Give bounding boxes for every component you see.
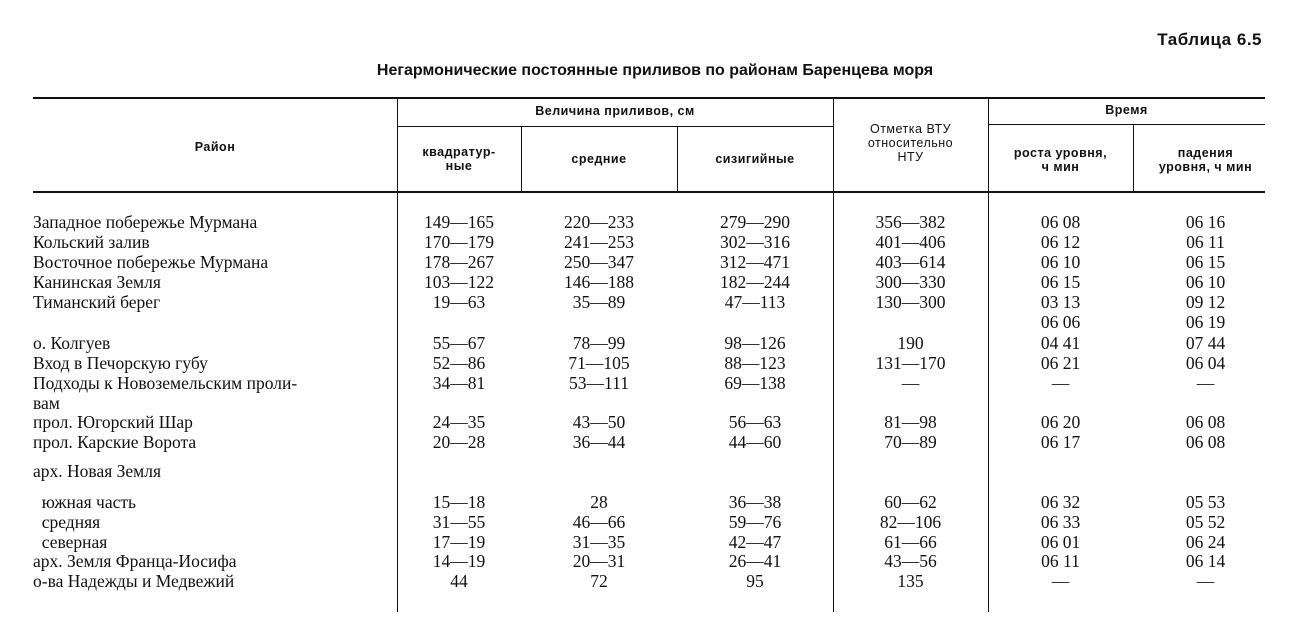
cell-rise: 06 15 bbox=[1040, 272, 1081, 292]
cell-mark: 82—106 bbox=[879, 512, 942, 532]
cell-region: прол. Карские Ворота bbox=[33, 432, 197, 452]
cell-quadrature: 149—165 bbox=[424, 212, 494, 232]
table-row bbox=[0, 353, 1310, 373]
cell-syzygy: 98—126 bbox=[724, 333, 786, 353]
cell-rise: 06 21 bbox=[1040, 353, 1081, 373]
cell-rise: — bbox=[1051, 373, 1070, 393]
cell-mean: 241—253 bbox=[564, 232, 634, 252]
table-row bbox=[0, 312, 1310, 332]
cell-fall: 06 15 bbox=[1185, 252, 1226, 272]
cell-rise: 06 33 bbox=[1040, 512, 1081, 532]
header-rise bbox=[988, 146, 1133, 174]
cell-region: арх. Новая Земля bbox=[33, 461, 162, 481]
cell-mean: 250—347 bbox=[564, 252, 634, 272]
cell-fall: 06 16 bbox=[1185, 212, 1226, 232]
cell-region: Тиманский берег bbox=[33, 292, 161, 312]
table-row bbox=[0, 232, 1310, 252]
cell-quadrature: 52—86 bbox=[432, 353, 486, 373]
cell-syzygy: 182—244 bbox=[720, 272, 790, 292]
cell-rise: 06 08 bbox=[1040, 212, 1081, 232]
cell-mark: 403—614 bbox=[875, 252, 946, 272]
cell-quadrature: 34—81 bbox=[432, 373, 486, 393]
table-row bbox=[0, 272, 1310, 292]
header-time-group: Время bbox=[1105, 103, 1148, 117]
cell-mark: 190 bbox=[897, 333, 924, 353]
cell-mark: — bbox=[901, 373, 920, 393]
cell-region: прол. Югорский Шар bbox=[33, 412, 193, 432]
cell-mean: 71—105 bbox=[568, 353, 630, 373]
header-tide-group: Величина приливов, см bbox=[535, 104, 695, 118]
cell-region: арх. Земля Франца-Иосифа bbox=[33, 551, 237, 571]
table-row bbox=[0, 252, 1310, 272]
header-quadrature-line2: ные bbox=[445, 159, 473, 173]
cell-fall: 06 24 bbox=[1185, 532, 1226, 552]
header-mark-line2: относительно bbox=[867, 136, 954, 150]
table-row bbox=[0, 373, 1310, 393]
cell-mark: 60—62 bbox=[884, 492, 937, 512]
cell-region: Вход в Печорскую губу bbox=[33, 353, 208, 373]
cell-fall: 06 08 bbox=[1185, 412, 1226, 432]
cell-fall: 06 19 bbox=[1185, 312, 1226, 332]
table-row bbox=[0, 432, 1310, 452]
cell-quadrature: 17—19 bbox=[432, 532, 486, 552]
cell-quadrature: 170—179 bbox=[424, 232, 494, 252]
cell-region: Восточное побережье Мурмана bbox=[33, 252, 269, 272]
table-row bbox=[0, 212, 1310, 232]
cell-syzygy: 279—290 bbox=[720, 212, 790, 232]
cell-rise: 03 13 bbox=[1040, 292, 1081, 312]
cell-region: о. Колгуев bbox=[33, 333, 111, 353]
cell-syzygy: 44—60 bbox=[728, 432, 782, 452]
cell-region: южная часть bbox=[33, 492, 137, 512]
header-rise-line2: ч мин bbox=[1041, 160, 1080, 174]
cell-rise: 06 17 bbox=[1040, 432, 1081, 452]
cell-mark: 81—98 bbox=[884, 412, 937, 432]
cell-syzygy: 88—123 bbox=[724, 353, 786, 373]
cell-quadrature: 31—55 bbox=[432, 512, 486, 532]
cell-mean: 46—66 bbox=[572, 512, 626, 532]
cell-fall: 05 52 bbox=[1185, 512, 1226, 532]
cell-syzygy: 312—471 bbox=[720, 252, 790, 272]
cell-mean: 53—111 bbox=[569, 373, 629, 393]
cell-syzygy: 47—113 bbox=[724, 292, 786, 312]
cell-fall: 06 08 bbox=[1185, 432, 1226, 452]
cell-mark: 401—406 bbox=[875, 232, 946, 252]
cell-mark: 130—300 bbox=[875, 292, 946, 312]
cell-mark: 300—330 bbox=[875, 272, 946, 292]
cell-rise: 06 12 bbox=[1040, 232, 1081, 252]
cell-rise: 06 11 bbox=[1041, 551, 1080, 571]
cell-quadrature: 14—19 bbox=[432, 551, 486, 571]
cell-syzygy: 36—38 bbox=[728, 492, 782, 512]
header-region: Район bbox=[194, 140, 236, 154]
cell-rise: — bbox=[1051, 571, 1070, 591]
cell-region: Канинская Земля bbox=[33, 272, 161, 292]
cell-region: Подходы к Новоземельским проли- bbox=[33, 373, 298, 393]
cell-rise: 06 10 bbox=[1040, 252, 1081, 272]
header-fall-line1: падения bbox=[1177, 146, 1234, 160]
cell-rise: 04 41 bbox=[1040, 333, 1081, 353]
table-row bbox=[0, 512, 1310, 532]
header-bottom-rule bbox=[33, 191, 1265, 193]
cell-mean: 28 bbox=[590, 492, 608, 512]
header-mark-line1: Отметка ВТУ bbox=[869, 122, 952, 136]
cell-mark: 131—170 bbox=[875, 353, 946, 373]
cell-quadrature: 178—267 bbox=[424, 252, 494, 272]
table-row bbox=[0, 393, 1310, 413]
cell-fall: 06 14 bbox=[1185, 551, 1226, 571]
header-syzygy: сизигийные bbox=[715, 152, 795, 166]
cell-syzygy: 302—316 bbox=[720, 232, 790, 252]
cell-quadrature: 24—35 bbox=[432, 412, 486, 432]
cell-fall: 05 53 bbox=[1185, 492, 1226, 512]
cell-region: средняя bbox=[33, 512, 101, 532]
cell-syzygy: 69—138 bbox=[724, 373, 786, 393]
table-number: Таблица 6.5 bbox=[1157, 30, 1262, 49]
cell-region: вам bbox=[33, 393, 60, 413]
cell-rise: 06 32 bbox=[1040, 492, 1081, 512]
table-row bbox=[0, 551, 1310, 571]
cell-region: Кольский залив bbox=[33, 232, 150, 252]
cell-syzygy: 59—76 bbox=[728, 512, 782, 532]
table-row bbox=[0, 333, 1310, 353]
cell-mean: 146—188 bbox=[564, 272, 634, 292]
header-mark bbox=[833, 122, 988, 164]
header-fall-line2: уровня, ч мин bbox=[1158, 160, 1253, 174]
cell-mark: 61—66 bbox=[884, 532, 937, 552]
cell-fall: — bbox=[1196, 373, 1215, 393]
top-rule bbox=[33, 97, 1265, 99]
header-fall bbox=[1133, 146, 1278, 174]
header-mark-line3: НТУ bbox=[897, 150, 924, 164]
cell-rise: 06 06 bbox=[1040, 312, 1081, 332]
cell-fall: 06 04 bbox=[1185, 353, 1226, 373]
cell-quadrature: 103—122 bbox=[424, 272, 494, 292]
cell-mean: 78—99 bbox=[572, 333, 626, 353]
cell-mean: 31—35 bbox=[572, 532, 626, 552]
cell-quadrature: 20—28 bbox=[432, 432, 486, 452]
header-rise-line1: роста уровня, bbox=[1013, 146, 1108, 160]
table-row bbox=[0, 532, 1310, 552]
cell-quadrature: 15—18 bbox=[432, 492, 486, 512]
cell-rise: 06 01 bbox=[1040, 532, 1081, 552]
cell-mean: 35—89 bbox=[572, 292, 626, 312]
cell-rise: 06 20 bbox=[1040, 412, 1081, 432]
tide-group-rule bbox=[397, 126, 833, 127]
table-row bbox=[0, 571, 1310, 591]
cell-mean: 36—44 bbox=[572, 432, 626, 452]
cell-mean: 220—233 bbox=[564, 212, 634, 232]
cell-quadrature: 19—63 bbox=[432, 292, 486, 312]
cell-mark: 70—89 bbox=[884, 432, 937, 452]
cell-syzygy: 26—41 bbox=[728, 551, 782, 571]
table-title: Негармонические постоянные приливов по районам Баренцева моря bbox=[376, 62, 934, 79]
cell-region: северная bbox=[33, 532, 108, 552]
cell-mark: 356—382 bbox=[875, 212, 946, 232]
cell-mean: 43—50 bbox=[572, 412, 626, 432]
header-mean: средние bbox=[571, 152, 627, 166]
cell-syzygy: 42—47 bbox=[728, 532, 782, 552]
table-row bbox=[0, 412, 1310, 432]
cell-quadrature: 55—67 bbox=[432, 333, 486, 353]
cell-fall: 06 10 bbox=[1185, 272, 1226, 292]
cell-fall: 09 12 bbox=[1185, 292, 1226, 312]
cell-mean: 20—31 bbox=[572, 551, 626, 571]
table-row bbox=[0, 492, 1310, 512]
header-quadrature-line1: квадратур- bbox=[422, 145, 496, 159]
cell-fall: — bbox=[1196, 571, 1215, 591]
cell-region: Западное побережье Мурмана bbox=[33, 212, 258, 232]
cell-fall: 06 11 bbox=[1186, 232, 1225, 252]
cell-fall: 07 44 bbox=[1185, 333, 1226, 353]
table-row bbox=[0, 461, 1310, 481]
cell-mark: 135 bbox=[897, 571, 924, 591]
time-group-rule bbox=[988, 124, 1265, 125]
cell-mean: 72 bbox=[590, 571, 608, 591]
cell-mark: 43—56 bbox=[884, 551, 937, 571]
cell-syzygy: 95 bbox=[746, 571, 764, 591]
cell-quadrature: 44 bbox=[450, 571, 468, 591]
header-quadrature bbox=[397, 145, 521, 173]
table-row bbox=[0, 292, 1310, 312]
cell-syzygy: 56—63 bbox=[728, 412, 782, 432]
cell-region: о-ва Надежды и Медвежий bbox=[33, 571, 235, 591]
